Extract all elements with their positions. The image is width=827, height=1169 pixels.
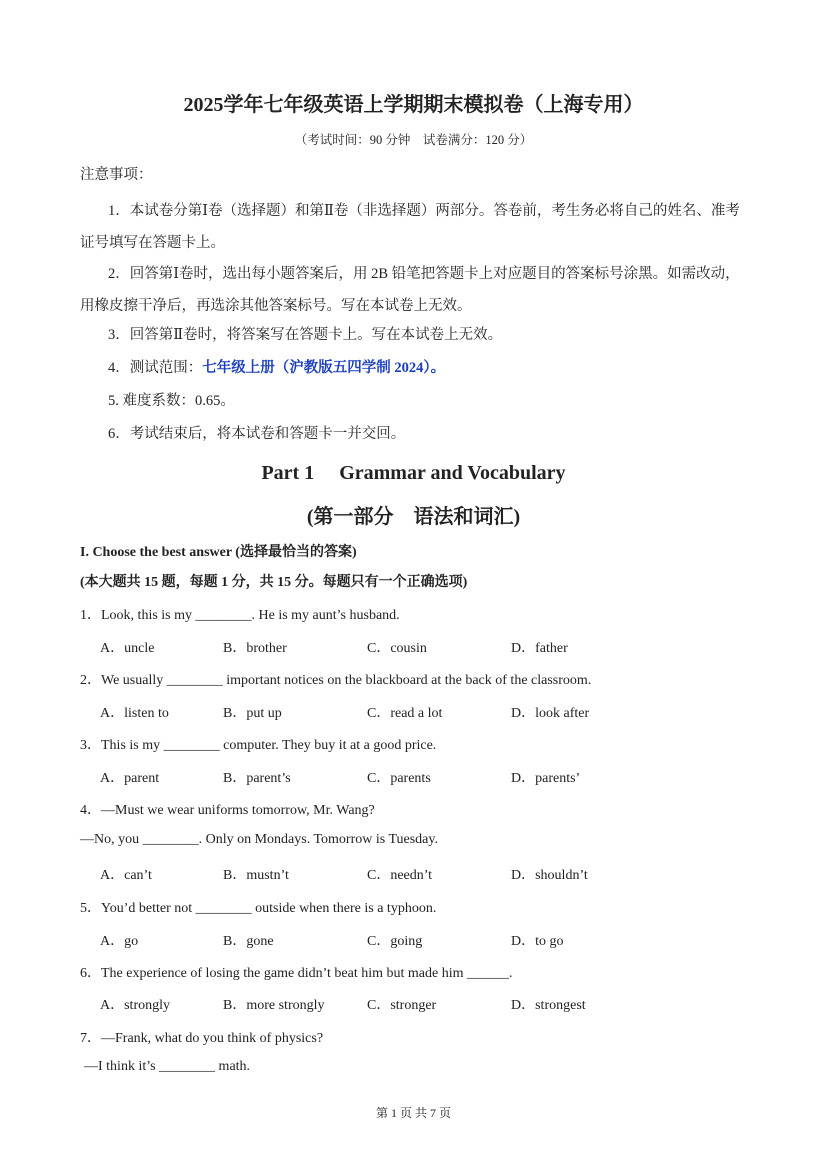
question-2-option-c: C．read a lot	[367, 706, 443, 721]
question-2-option-d: D．look after	[511, 706, 590, 721]
question-5-option-c: C．going	[367, 934, 423, 949]
question-5-stem: 5．You’d better not ________ outside when there is a typhoon.	[80, 901, 437, 916]
note-item-6: 6．考试结束后，将本试卷和答题卡一并交回。	[108, 426, 406, 442]
question-4-stem: 4．—Must we wear uniforms tomorrow, Mr. Wang?	[80, 803, 375, 818]
question-1-option-c: C．cousin	[367, 641, 427, 656]
question-6-option-c: C．stronger	[367, 998, 437, 1013]
question-5-option-a: A．go	[100, 934, 139, 949]
question-1-option-a: A．uncle	[100, 641, 155, 656]
question-2-stem: 2．We usually ________ important notices on the blackboard at the back of the classroom.	[80, 673, 592, 688]
question-3-option-c: C．parents	[367, 771, 431, 786]
question-7-stem-reply: —I think it’s ________ math.	[84, 1059, 251, 1074]
note-item-2: 2．回答第Ⅰ卷时，选出每小题答案后，用 2B 铅笔把答题卡上对应题目的答案标号涂黑。如需改动，用橡皮擦干净后，再选涂其他答案标号。写在本试卷上无效。	[80, 266, 740, 314]
question-3-option-a: A．parent	[100, 771, 160, 786]
notes-heading: 注意事项：	[80, 167, 153, 183]
question-4-option-b: B．mustn’t	[223, 868, 289, 883]
question-6-option-d: D．strongest	[511, 998, 586, 1013]
note-item-3: 3．回答第Ⅱ卷时，将答案写在答题卡上。写在本试卷上无效。	[108, 327, 503, 343]
test-scope: 七年级上册（沪教版五四学制 2024）。	[202, 360, 446, 376]
question-6-stem: 6．The experience of losing the game didn’t beat him but made him ______.	[80, 966, 513, 981]
question-3-option-b: B．parent’s	[223, 771, 291, 786]
question-1-option-b: B．brother	[223, 641, 287, 656]
question-6-option-b: B．more strongly	[223, 998, 325, 1013]
question-4-stem-reply: —No, you ________. Only on Mondays. Tomorrow is Tuesday.	[80, 832, 438, 847]
note-item-4-label: 4．测试范围：	[108, 360, 203, 376]
question-7-stem: 7．—Frank, what do you think of physics?	[80, 1031, 324, 1046]
question-2-option-b: B．put up	[223, 706, 282, 721]
question-4-option-a: A．can’t	[100, 868, 152, 883]
question-6-option-a: A．strongly	[100, 998, 170, 1013]
question-5-option-d: D．to go	[511, 934, 564, 949]
question-1-stem: 1．Look, this is my ________. He is my aunt’s husband.	[80, 608, 400, 623]
question-3-option-d: D．parents’	[511, 771, 581, 786]
note-item-4	[108, 356, 445, 377]
note-item-5: 5. 难度系数：0.65。	[108, 393, 235, 409]
question-2-option-a: A．listen to	[100, 706, 169, 721]
note-item-1: 1．本试卷分第Ⅰ卷（选择题）和第Ⅱ卷（非选择题）两部分。答卷前，考生务必将自己的姓名、准考证号填写在答题卡上。	[80, 203, 740, 251]
section-instruction: (本大题共 15 题，每题 1 分，共 15 分。每题只有一个正确选项)	[80, 575, 468, 590]
section-heading: I. Choose the best answer (选择最恰当的答案)	[80, 545, 357, 560]
part-title-cn: (第一部分 语法和词汇)	[306, 506, 521, 528]
question-4-option-d: D．shouldn’t	[511, 868, 588, 883]
question-1-option-d: D．father	[511, 641, 568, 656]
page-number: 第 1 页 共 7 页	[375, 1106, 451, 1120]
part-title-en: Part 1 Grammar and Vocabulary	[261, 462, 566, 484]
question-3-stem: 3．This is my ________ computer. They buy it at a good price.	[80, 738, 437, 753]
question-4-option-c: C．needn’t	[367, 868, 433, 883]
exam-time-info: （考试时间：90 分钟 试卷满分：120 分）	[294, 133, 533, 147]
question-5-option-b: B．gone	[223, 934, 274, 949]
page-title: 2025学年七年级英语上学期期末模拟卷（上海专用）	[183, 94, 644, 116]
